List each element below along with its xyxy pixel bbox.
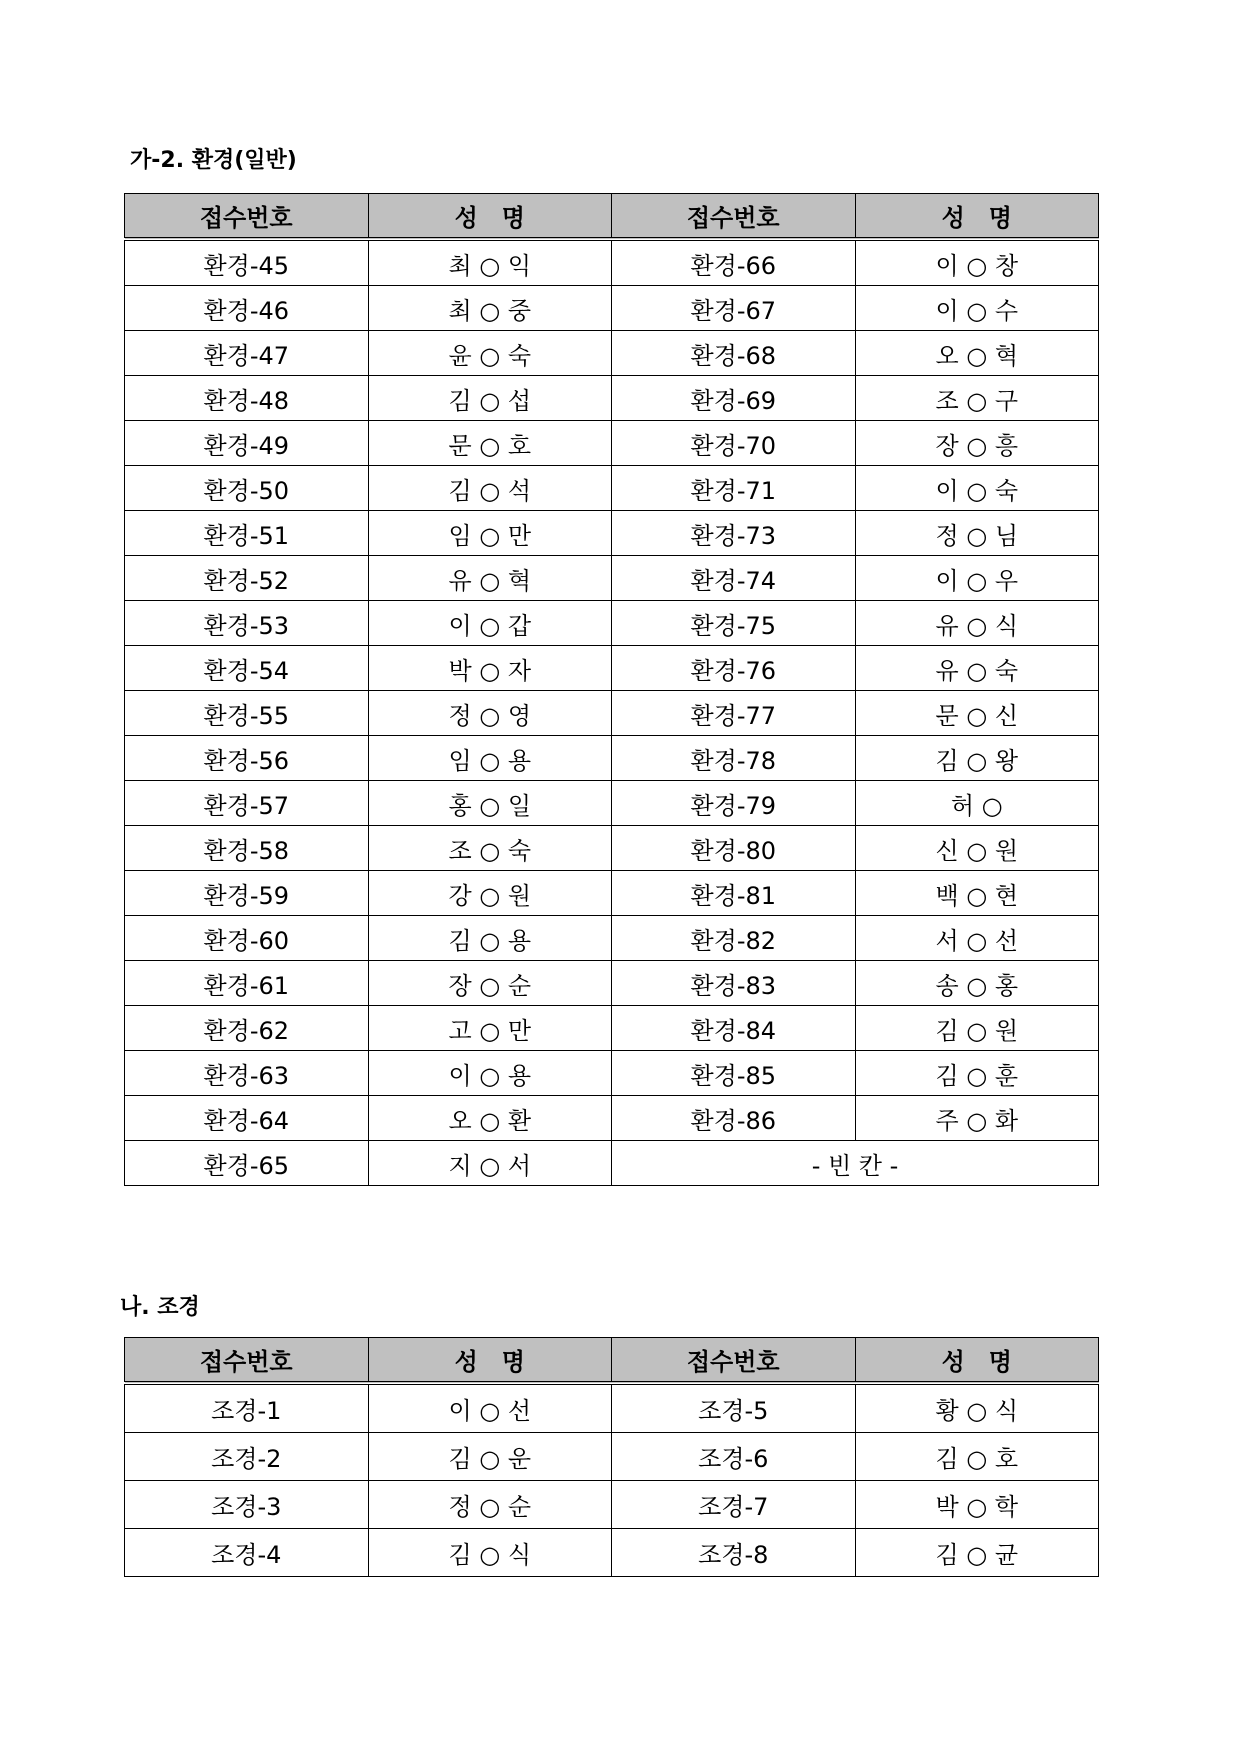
registration-number-cell: 조경-2 (125, 1433, 369, 1481)
registration-number-cell: 환경-79 (612, 781, 856, 826)
name-cell: 이 ○ 숙 (855, 466, 1099, 511)
name-cell: 황 ○ 식 (855, 1383, 1099, 1433)
table-row (125, 736, 1099, 781)
name-cell: 유 ○ 식 (855, 601, 1099, 646)
name-cell: 임 ○ 만 (368, 511, 612, 556)
name-cell: 박 ○ 자 (368, 646, 612, 691)
table-row (125, 286, 1099, 331)
name-cell: 김 ○ 섭 (368, 376, 612, 421)
registration-number-cell: 환경-80 (612, 826, 856, 871)
table-row (125, 466, 1099, 511)
header-registration-number: 접수번호 (125, 194, 369, 240)
name-cell: 임 ○ 용 (368, 736, 612, 781)
header-name: 성 명 (368, 194, 612, 240)
blank-cell: - 빈 칸 - (612, 1141, 1099, 1186)
registration-number-cell: 환경-49 (125, 421, 369, 466)
registration-number-cell: 환경-66 (612, 239, 856, 286)
table-header-row (125, 194, 1099, 240)
table-row (125, 1006, 1099, 1051)
table-row (125, 511, 1099, 556)
header-name: 성 명 (855, 194, 1099, 240)
registration-number-cell: 환경-73 (612, 511, 856, 556)
header-name: 성 명 (368, 1338, 612, 1384)
environment-roster-table (124, 193, 1099, 1186)
name-cell: 윤 ○ 숙 (368, 331, 612, 376)
registration-number-cell: 환경-64 (125, 1096, 369, 1141)
table-row (125, 646, 1099, 691)
table-row (125, 556, 1099, 601)
registration-number-cell: 환경-50 (125, 466, 369, 511)
table-row (125, 871, 1099, 916)
name-cell: 박 ○ 학 (855, 1481, 1099, 1529)
name-cell: 문 ○ 호 (368, 421, 612, 466)
registration-number-cell: 환경-45 (125, 239, 369, 286)
registration-number-cell: 조경-6 (612, 1433, 856, 1481)
landscape-roster-table (124, 1337, 1099, 1577)
name-cell: 정 ○ 순 (368, 1481, 612, 1529)
name-cell: 서 ○ 선 (855, 916, 1099, 961)
registration-number-cell: 환경-75 (612, 601, 856, 646)
name-cell: 김 ○ 식 (368, 1529, 612, 1577)
name-cell: 정 ○ 영 (368, 691, 612, 736)
registration-number-cell: 환경-48 (125, 376, 369, 421)
name-cell: 김 ○ 운 (368, 1433, 612, 1481)
name-cell: 강 ○ 원 (368, 871, 612, 916)
registration-number-cell: 조경-1 (125, 1383, 369, 1433)
table-row (125, 1433, 1099, 1481)
registration-number-cell: 환경-61 (125, 961, 369, 1006)
table-row (125, 916, 1099, 961)
name-cell: 주 ○ 화 (855, 1096, 1099, 1141)
table-row (125, 691, 1099, 736)
table-row (125, 331, 1099, 376)
table-row (125, 601, 1099, 646)
name-cell: 이 ○ 창 (855, 239, 1099, 286)
section-title-landscape: 나. 조경 (120, 1295, 200, 1320)
name-cell: 유 ○ 숙 (855, 646, 1099, 691)
registration-number-cell: 환경-55 (125, 691, 369, 736)
registration-number-cell: 환경-83 (612, 961, 856, 1006)
name-cell: 허 ○ (855, 781, 1099, 826)
registration-number-cell: 환경-47 (125, 331, 369, 376)
registration-number-cell: 조경-3 (125, 1481, 369, 1529)
registration-number-cell: 환경-76 (612, 646, 856, 691)
registration-number-cell: 조경-7 (612, 1481, 856, 1529)
table-row (125, 961, 1099, 1006)
name-cell: 고 ○ 만 (368, 1006, 612, 1051)
registration-number-cell: 환경-86 (612, 1096, 856, 1141)
name-cell: 송 ○ 홍 (855, 961, 1099, 1006)
registration-number-cell: 환경-59 (125, 871, 369, 916)
header-registration-number: 접수번호 (612, 1338, 856, 1384)
registration-number-cell: 환경-82 (612, 916, 856, 961)
table-row (125, 1051, 1099, 1096)
name-cell: 이 ○ 수 (855, 286, 1099, 331)
registration-number-cell: 환경-52 (125, 556, 369, 601)
table-row (125, 1383, 1099, 1433)
registration-number-cell: 환경-57 (125, 781, 369, 826)
name-cell: 이 ○ 갑 (368, 601, 612, 646)
name-cell: 조 ○ 구 (855, 376, 1099, 421)
name-cell: 조 ○ 숙 (368, 826, 612, 871)
table-row (125, 826, 1099, 871)
name-cell: 김 ○ 석 (368, 466, 612, 511)
registration-number-cell: 환경-85 (612, 1051, 856, 1096)
name-cell: 오 ○ 혁 (855, 331, 1099, 376)
name-cell: 김 ○ 원 (855, 1006, 1099, 1051)
table-header-row (125, 1338, 1099, 1384)
name-cell: 김 ○ 균 (855, 1529, 1099, 1577)
name-cell: 김 ○ 호 (855, 1433, 1099, 1481)
table-row (125, 1141, 1099, 1186)
name-cell: 이 ○ 용 (368, 1051, 612, 1096)
registration-number-cell: 환경-78 (612, 736, 856, 781)
name-cell: 이 ○ 선 (368, 1383, 612, 1433)
table-row (125, 239, 1099, 286)
header-name: 성 명 (855, 1338, 1099, 1384)
registration-number-cell: 환경-81 (612, 871, 856, 916)
name-cell: 최 ○ 익 (368, 239, 612, 286)
table-row (125, 781, 1099, 826)
registration-number-cell: 환경-69 (612, 376, 856, 421)
name-cell: 문 ○ 신 (855, 691, 1099, 736)
name-cell: 정 ○ 님 (855, 511, 1099, 556)
registration-number-cell: 환경-63 (125, 1051, 369, 1096)
registration-number-cell: 환경-54 (125, 646, 369, 691)
name-cell: 장 ○ 순 (368, 961, 612, 1006)
registration-number-cell: 환경-58 (125, 826, 369, 871)
name-cell: 김 ○ 훈 (855, 1051, 1099, 1096)
table-row (125, 1529, 1099, 1577)
name-cell: 백 ○ 현 (855, 871, 1099, 916)
registration-number-cell: 환경-67 (612, 286, 856, 331)
name-cell: 유 ○ 혁 (368, 556, 612, 601)
registration-number-cell: 환경-68 (612, 331, 856, 376)
table-row (125, 1481, 1099, 1529)
registration-number-cell: 환경-53 (125, 601, 369, 646)
table-row (125, 376, 1099, 421)
registration-number-cell: 조경-4 (125, 1529, 369, 1577)
name-cell: 신 ○ 원 (855, 826, 1099, 871)
environment-roster-body (125, 239, 1099, 1186)
name-cell: 최 ○ 중 (368, 286, 612, 331)
name-cell: 김 ○ 용 (368, 916, 612, 961)
name-cell: 오 ○ 환 (368, 1096, 612, 1141)
name-cell: 지 ○ 서 (368, 1141, 612, 1186)
name-cell: 김 ○ 왕 (855, 736, 1099, 781)
name-cell: 장 ○ 흥 (855, 421, 1099, 466)
landscape-roster-body (125, 1383, 1099, 1577)
table-row (125, 421, 1099, 466)
registration-number-cell: 환경-84 (612, 1006, 856, 1051)
registration-number-cell: 환경-46 (125, 286, 369, 331)
registration-number-cell: 조경-5 (612, 1383, 856, 1433)
registration-number-cell: 환경-70 (612, 421, 856, 466)
table-row (125, 1096, 1099, 1141)
registration-number-cell: 환경-62 (125, 1006, 369, 1051)
header-registration-number: 접수번호 (612, 194, 856, 240)
registration-number-cell: 환경-71 (612, 466, 856, 511)
registration-number-cell: 환경-56 (125, 736, 369, 781)
registration-number-cell: 환경-74 (612, 556, 856, 601)
registration-number-cell: 조경-8 (612, 1529, 856, 1577)
registration-number-cell: 환경-51 (125, 511, 369, 556)
name-cell: 이 ○ 우 (855, 556, 1099, 601)
registration-number-cell: 환경-65 (125, 1141, 369, 1186)
section-title-environment: 가-2. 환경(일반) (130, 148, 297, 173)
header-registration-number: 접수번호 (125, 1338, 369, 1384)
registration-number-cell: 환경-60 (125, 916, 369, 961)
registration-number-cell: 환경-77 (612, 691, 856, 736)
name-cell: 홍 ○ 일 (368, 781, 612, 826)
